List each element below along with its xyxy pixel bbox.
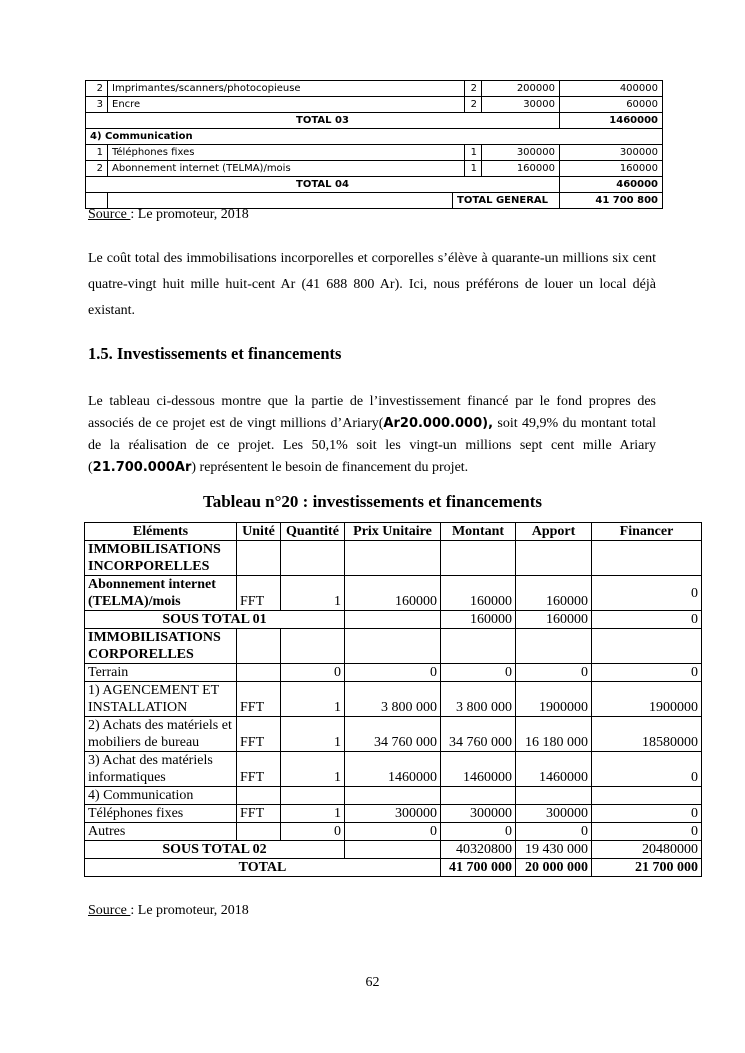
table-row: Autres 0 0 0 0 0 — [85, 823, 702, 841]
table-row: 2 Imprimantes/scanners/photocopieuse 2 200000 400000 — [86, 81, 663, 97]
source-note-2: Source : Le promoteur, 2018 — [88, 903, 249, 918]
table-row: 1 Téléphones fixes 1 300000 300000 — [86, 145, 663, 161]
table-row: SOUS TOTAL 01 160000 160000 0 — [85, 611, 702, 629]
table-row: Terrain 0 0 0 0 0 — [85, 664, 702, 682]
table-row: TOTAL GENERAL 41 700 800 — [86, 193, 663, 209]
table-row: 4) Communication — [86, 129, 663, 145]
table-row: IMMOBILISATIONS INCORPORELLES — [85, 541, 702, 576]
equipment-cost-table — [85, 80, 663, 209]
source-note: Source : Le promoteur, 2018 — [88, 207, 249, 222]
section-title: 1.5. Investissements et financements — [88, 344, 342, 363]
table-header-row: Eléments Unité Quantité Prix Unitaire Montant Apport Financer — [85, 523, 702, 541]
table-row: Téléphones fixes FFT 1 300000 300000 300000 0 — [85, 805, 702, 823]
table-row: Abonnement internet (TELMA)/mois FFT 1 160000 160000 160000 0 — [85, 576, 702, 611]
table-row: 3 Encre 2 30000 60000 — [86, 97, 663, 113]
table-row: IMMOBILISATIONS CORPORELLES — [85, 629, 702, 664]
table-row: 1) AGENCEMENT ET INSTALLATION FFT 1 3 800 000 3 800 000 1900000 1900000 — [85, 682, 702, 717]
investment-financing-table — [84, 522, 702, 877]
table-row: TOTAL 03 1460000 — [86, 113, 663, 129]
table-row: SOUS TOTAL 02 40320800 19 430 000 20480000 — [85, 841, 702, 859]
page-number: 62 — [365, 975, 380, 990]
table-row: TOTAL 04 460000 — [86, 177, 663, 193]
table-caption: Tableau n°20 : investissements et financements — [202, 492, 543, 511]
paragraph-immobilisations: Le coût total des immobilisations incorporelles et corporelles s’élève à quarante-un millions six cent quatre-vingt huit mille huit-cent Ar (41 688 800 Ar). Ici, nous préférons de louer un local déjà existant. — [88, 251, 656, 318]
table-row: 2 Abonnement internet (TELMA)/mois 1 160000 160000 — [86, 161, 663, 177]
paragraph-investissements: Le tableau ci-dessous montre que la partie de l’investissement financé par le fond propres des associés de ce projet est de vingt millions d’Ariary(Ar20.000.000), soit 49,9% du montant total de la réalisation de ce projet. Les 50,1% soit les vingt-un millions sept cent mille Ariary (21.700.000Ar) représentent le besoin de financement du projet. — [88, 394, 657, 475]
table-row: 3) Achat des matériels informatiques FFT 1 1460000 1460000 1460000 0 — [85, 752, 702, 787]
table-row: TOTAL 41 700 000 20 000 000 21 700 000 — [85, 859, 702, 877]
table-row: 2) Achats des matériels et mobiliers de bureau FFT 1 34 760 000 34 760 000 16 180 000 18580000 — [85, 717, 702, 752]
table-row: 4) Communication — [85, 787, 702, 805]
